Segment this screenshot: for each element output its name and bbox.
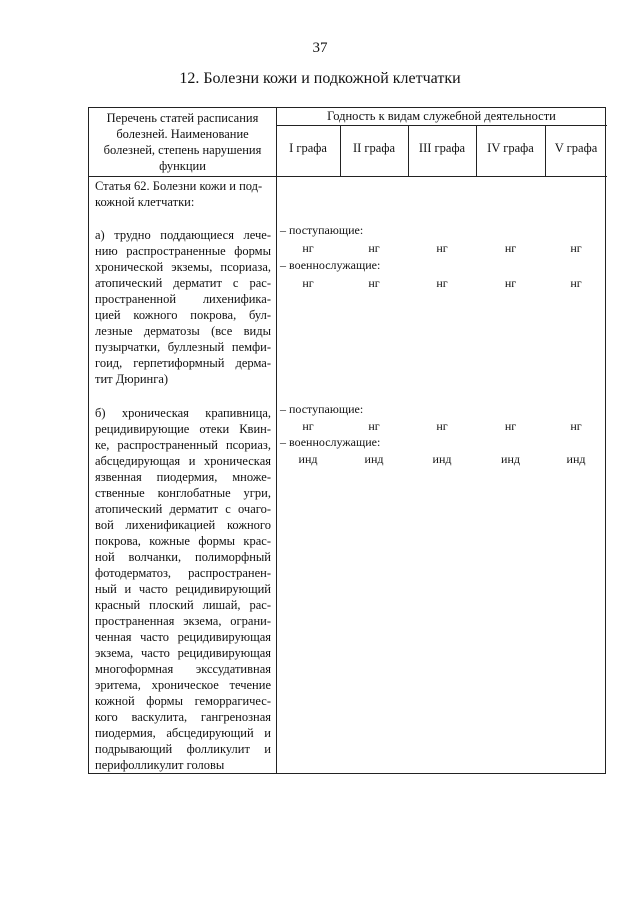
item-a-line: пузырчатки, буллезный пемфи- (95, 340, 271, 354)
item-a-line: атопический дерматит с рас- (95, 276, 271, 290)
value-cell: нг (368, 419, 380, 433)
section-title: 12. Болезни кожи и подкожной клетчатки (179, 70, 461, 87)
value-cell: нг (504, 241, 517, 255)
group-label-servicemen: – военнослужащие: (280, 435, 381, 449)
item-b-line: ченная часто рецидивирующая (95, 630, 271, 644)
group-label-applicants: – поступающие: (280, 223, 364, 237)
item-a-line: гоид, герпетиформный дерма- (95, 356, 271, 370)
column-header-2: II графа (352, 141, 396, 155)
item-b-line: эритема, хроническое течение (95, 678, 271, 692)
item-b-line: многоформная экссудативная (95, 662, 271, 676)
item-b-line: ке, распространенный псориаз, (95, 438, 271, 452)
value-cell: инд (432, 452, 452, 466)
item-a-line: тит Дюринга) (95, 372, 169, 386)
value-cell: инд (364, 452, 384, 466)
header-line: болезней. Наименование (116, 127, 249, 141)
column-header-1: I графа (289, 141, 327, 155)
value-cell: нг (504, 276, 517, 290)
column-header-4: IV графа (487, 141, 534, 155)
value-cell: нг (570, 419, 582, 433)
item-b-line: атопический дерматит с очаго- (95, 502, 271, 516)
value-cell: нг (302, 241, 314, 255)
article-title-line: Статья 62. Болезни кожи и под- (95, 179, 263, 193)
group-label-servicemen: – военнослужащие: (280, 258, 381, 272)
value-cell: нг (436, 241, 448, 255)
item-b-line: экзема, часто рецидивирующая (95, 646, 271, 660)
group-label-applicants: – поступающие: (280, 402, 364, 416)
item-a-line: нию распространенные формы (95, 244, 271, 258)
item-b-line: язвенная пиодермия, множе- (95, 470, 271, 484)
item-b-line: вой лихенификацией кожного (95, 518, 271, 532)
column-header-5: V графа (554, 141, 598, 155)
value-cell: инд (298, 452, 318, 466)
item-b-line: пиодермия, абсцедирующий и (95, 726, 271, 740)
column-header-3: III графа (418, 141, 466, 155)
header-line: болезней, степень нарушения (103, 143, 262, 157)
article-title-line: кожной клетчатки: (95, 195, 195, 209)
item-b-line: рецидивирующие отеки Квин- (95, 422, 271, 436)
value-cell: инд (501, 452, 520, 466)
item-b-line: красный плоский лишай, рас- (95, 598, 271, 612)
value-cell: нг (302, 276, 314, 290)
item-b-line: ный и часто рецидивирующий (95, 582, 271, 596)
page-number: 37 (312, 40, 328, 56)
item-a-line: хронической экземы, псориаза, (95, 260, 271, 274)
item-b-line: кого васкулита, гангренозная (95, 710, 271, 724)
value-cell: нг (436, 276, 448, 290)
item-b-line: ственные конглобатные угри, (95, 486, 271, 500)
value-cell: нг (302, 419, 314, 433)
item-a-line: а) трудно поддающиеся лече- (95, 228, 271, 242)
value-cell: нг (436, 419, 448, 433)
item-b-line: кожной формы геморрагичес- (95, 694, 271, 708)
item-b-line: б) хроническая крапивница, (95, 406, 271, 420)
item-a-line: лезные дерматозы (все виды (95, 324, 271, 338)
item-b-line: пространенная экзема, ограни- (95, 614, 271, 628)
header-line: функции (159, 159, 206, 173)
item-b-line: покрова, кожные формы крас- (95, 534, 271, 548)
header-suitability: Годность к видам служебной деятельности (327, 109, 556, 123)
item-a-line: цией кожного покрова, бул- (95, 308, 271, 322)
header-article-list (89, 108, 276, 178)
value-cell: нг (570, 276, 582, 290)
item-b-line: перифолликулит головы (95, 758, 225, 772)
item-a-line: пространенной лихенифика- (95, 292, 271, 306)
item-b-line: фотодерматоз, распространен- (95, 566, 271, 580)
item-b-line: подрывающий фолликулит и (95, 742, 271, 756)
item-b-line: ной волчанки, полиморфный (95, 550, 271, 564)
value-cell: инд (566, 452, 586, 466)
value-cell: нг (570, 241, 582, 255)
header-divider (276, 125, 607, 126)
value-cell: нг (368, 276, 380, 290)
item-b-line: абсцедирующая и хроническая (95, 454, 271, 468)
suitability-table (88, 107, 606, 774)
value-cell: нг (368, 241, 380, 255)
value-cell: нг (504, 419, 517, 433)
header-line: Перечень статей расписания (106, 111, 259, 125)
column-divider (276, 108, 277, 773)
